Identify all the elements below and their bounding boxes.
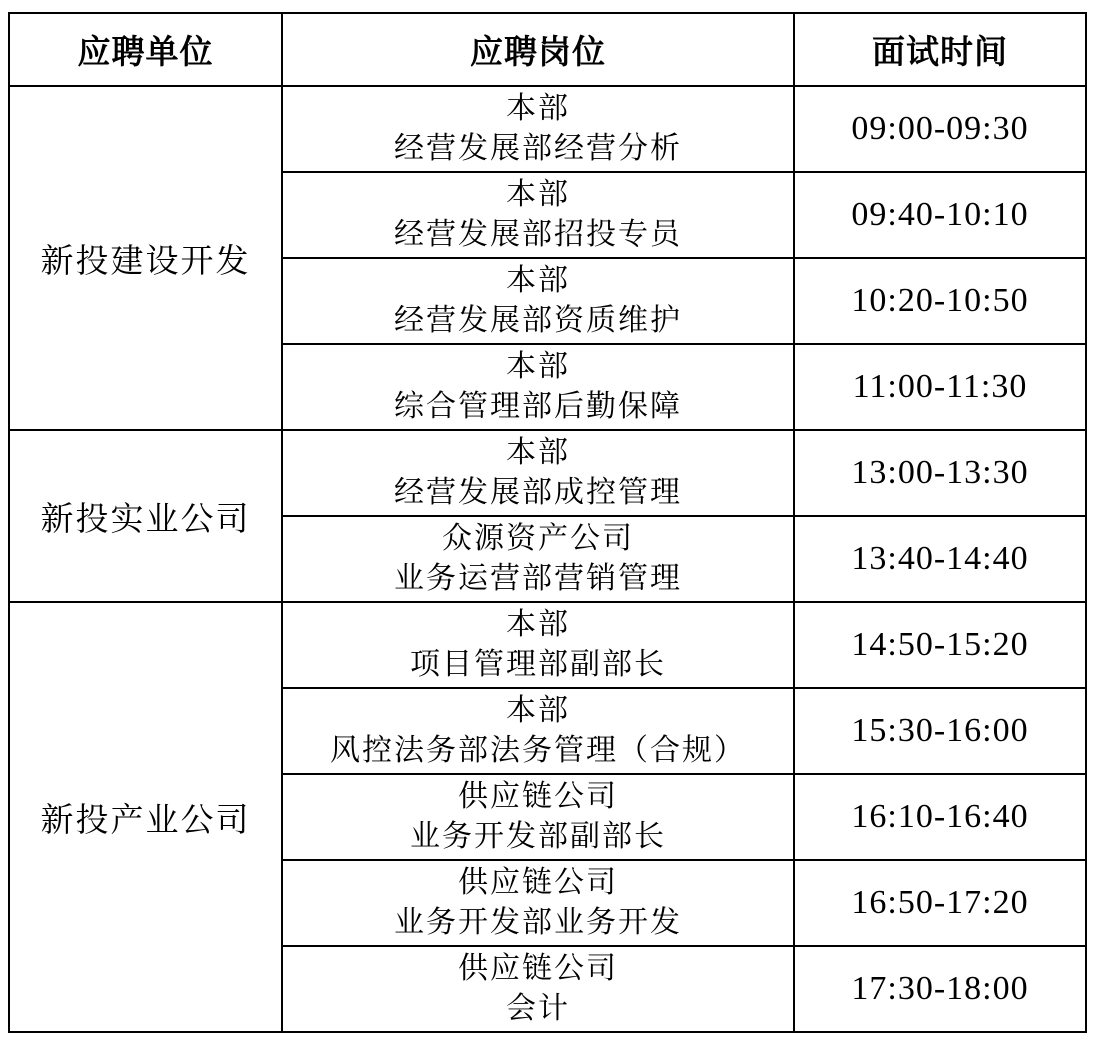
- position-org: 本部: [506, 349, 570, 384]
- position-cell: [282, 688, 794, 774]
- interview-schedule-table: [8, 12, 1087, 1033]
- time-cell: 09:00-09:30: [794, 86, 1086, 172]
- position-org: 供应链公司: [458, 951, 618, 986]
- position-cell: [282, 344, 794, 430]
- time-cell: 09:40-10:10: [794, 172, 1086, 258]
- position-role: 综合管理部后勤保障: [394, 389, 682, 424]
- position-org: 供应链公司: [458, 779, 618, 814]
- position-cell: [282, 860, 794, 946]
- time-cell: 16:10-16:40: [794, 774, 1086, 860]
- position-org: 本部: [506, 693, 570, 728]
- time-cell: 16:50-17:20: [794, 860, 1086, 946]
- position-role: 经营发展部资质维护: [394, 303, 682, 338]
- table-row: [9, 86, 1086, 172]
- position-role: 业务开发部副部长: [410, 819, 666, 854]
- position-role: 业务开发部业务开发: [394, 905, 682, 940]
- position-role: 经营发展部招投专员: [394, 217, 682, 252]
- time-cell: 13:40-14:40: [794, 516, 1086, 602]
- time-cell: 11:00-11:30: [794, 344, 1086, 430]
- position-cell: [282, 258, 794, 344]
- position-org: 本部: [506, 435, 570, 470]
- unit-cell-group3: 新投产业公司: [9, 602, 282, 1032]
- header-row: [9, 13, 1086, 86]
- position-org: 本部: [506, 91, 570, 126]
- time-cell: 15:30-16:00: [794, 688, 1086, 774]
- position-cell: [282, 172, 794, 258]
- position-role: 会计: [506, 991, 570, 1026]
- header-cell-unit: 应聘单位: [9, 13, 282, 86]
- header-cell-time: 面试时间: [794, 13, 1086, 86]
- position-cell: [282, 430, 794, 516]
- table-row: [9, 430, 1086, 516]
- position-org: 供应链公司: [458, 865, 618, 900]
- time-cell: 14:50-15:20: [794, 602, 1086, 688]
- position-cell: [282, 86, 794, 172]
- time-cell: 10:20-10:50: [794, 258, 1086, 344]
- position-org: 本部: [506, 263, 570, 298]
- position-org: 本部: [506, 177, 570, 212]
- time-cell: 13:00-13:30: [794, 430, 1086, 516]
- position-cell: [282, 516, 794, 602]
- position-role: 业务运营部营销管理: [394, 561, 682, 596]
- position-cell: [282, 602, 794, 688]
- position-org: 众源资产公司: [442, 521, 634, 556]
- unit-cell-group2: 新投实业公司: [9, 430, 282, 602]
- position-cell: [282, 946, 794, 1032]
- position-org: 本部: [506, 607, 570, 642]
- position-role: 项目管理部副部长: [410, 647, 666, 682]
- header-cell-position: 应聘岗位: [282, 13, 794, 86]
- time-cell: 17:30-18:00: [794, 946, 1086, 1032]
- position-role: 风控法务部法务管理（合规）: [330, 733, 746, 768]
- unit-cell-group1: 新投建设开发: [9, 86, 282, 430]
- position-cell: [282, 774, 794, 860]
- table-row: [9, 602, 1086, 688]
- position-role: 经营发展部成控管理: [394, 475, 682, 510]
- position-role: 经营发展部经营分析: [394, 131, 682, 166]
